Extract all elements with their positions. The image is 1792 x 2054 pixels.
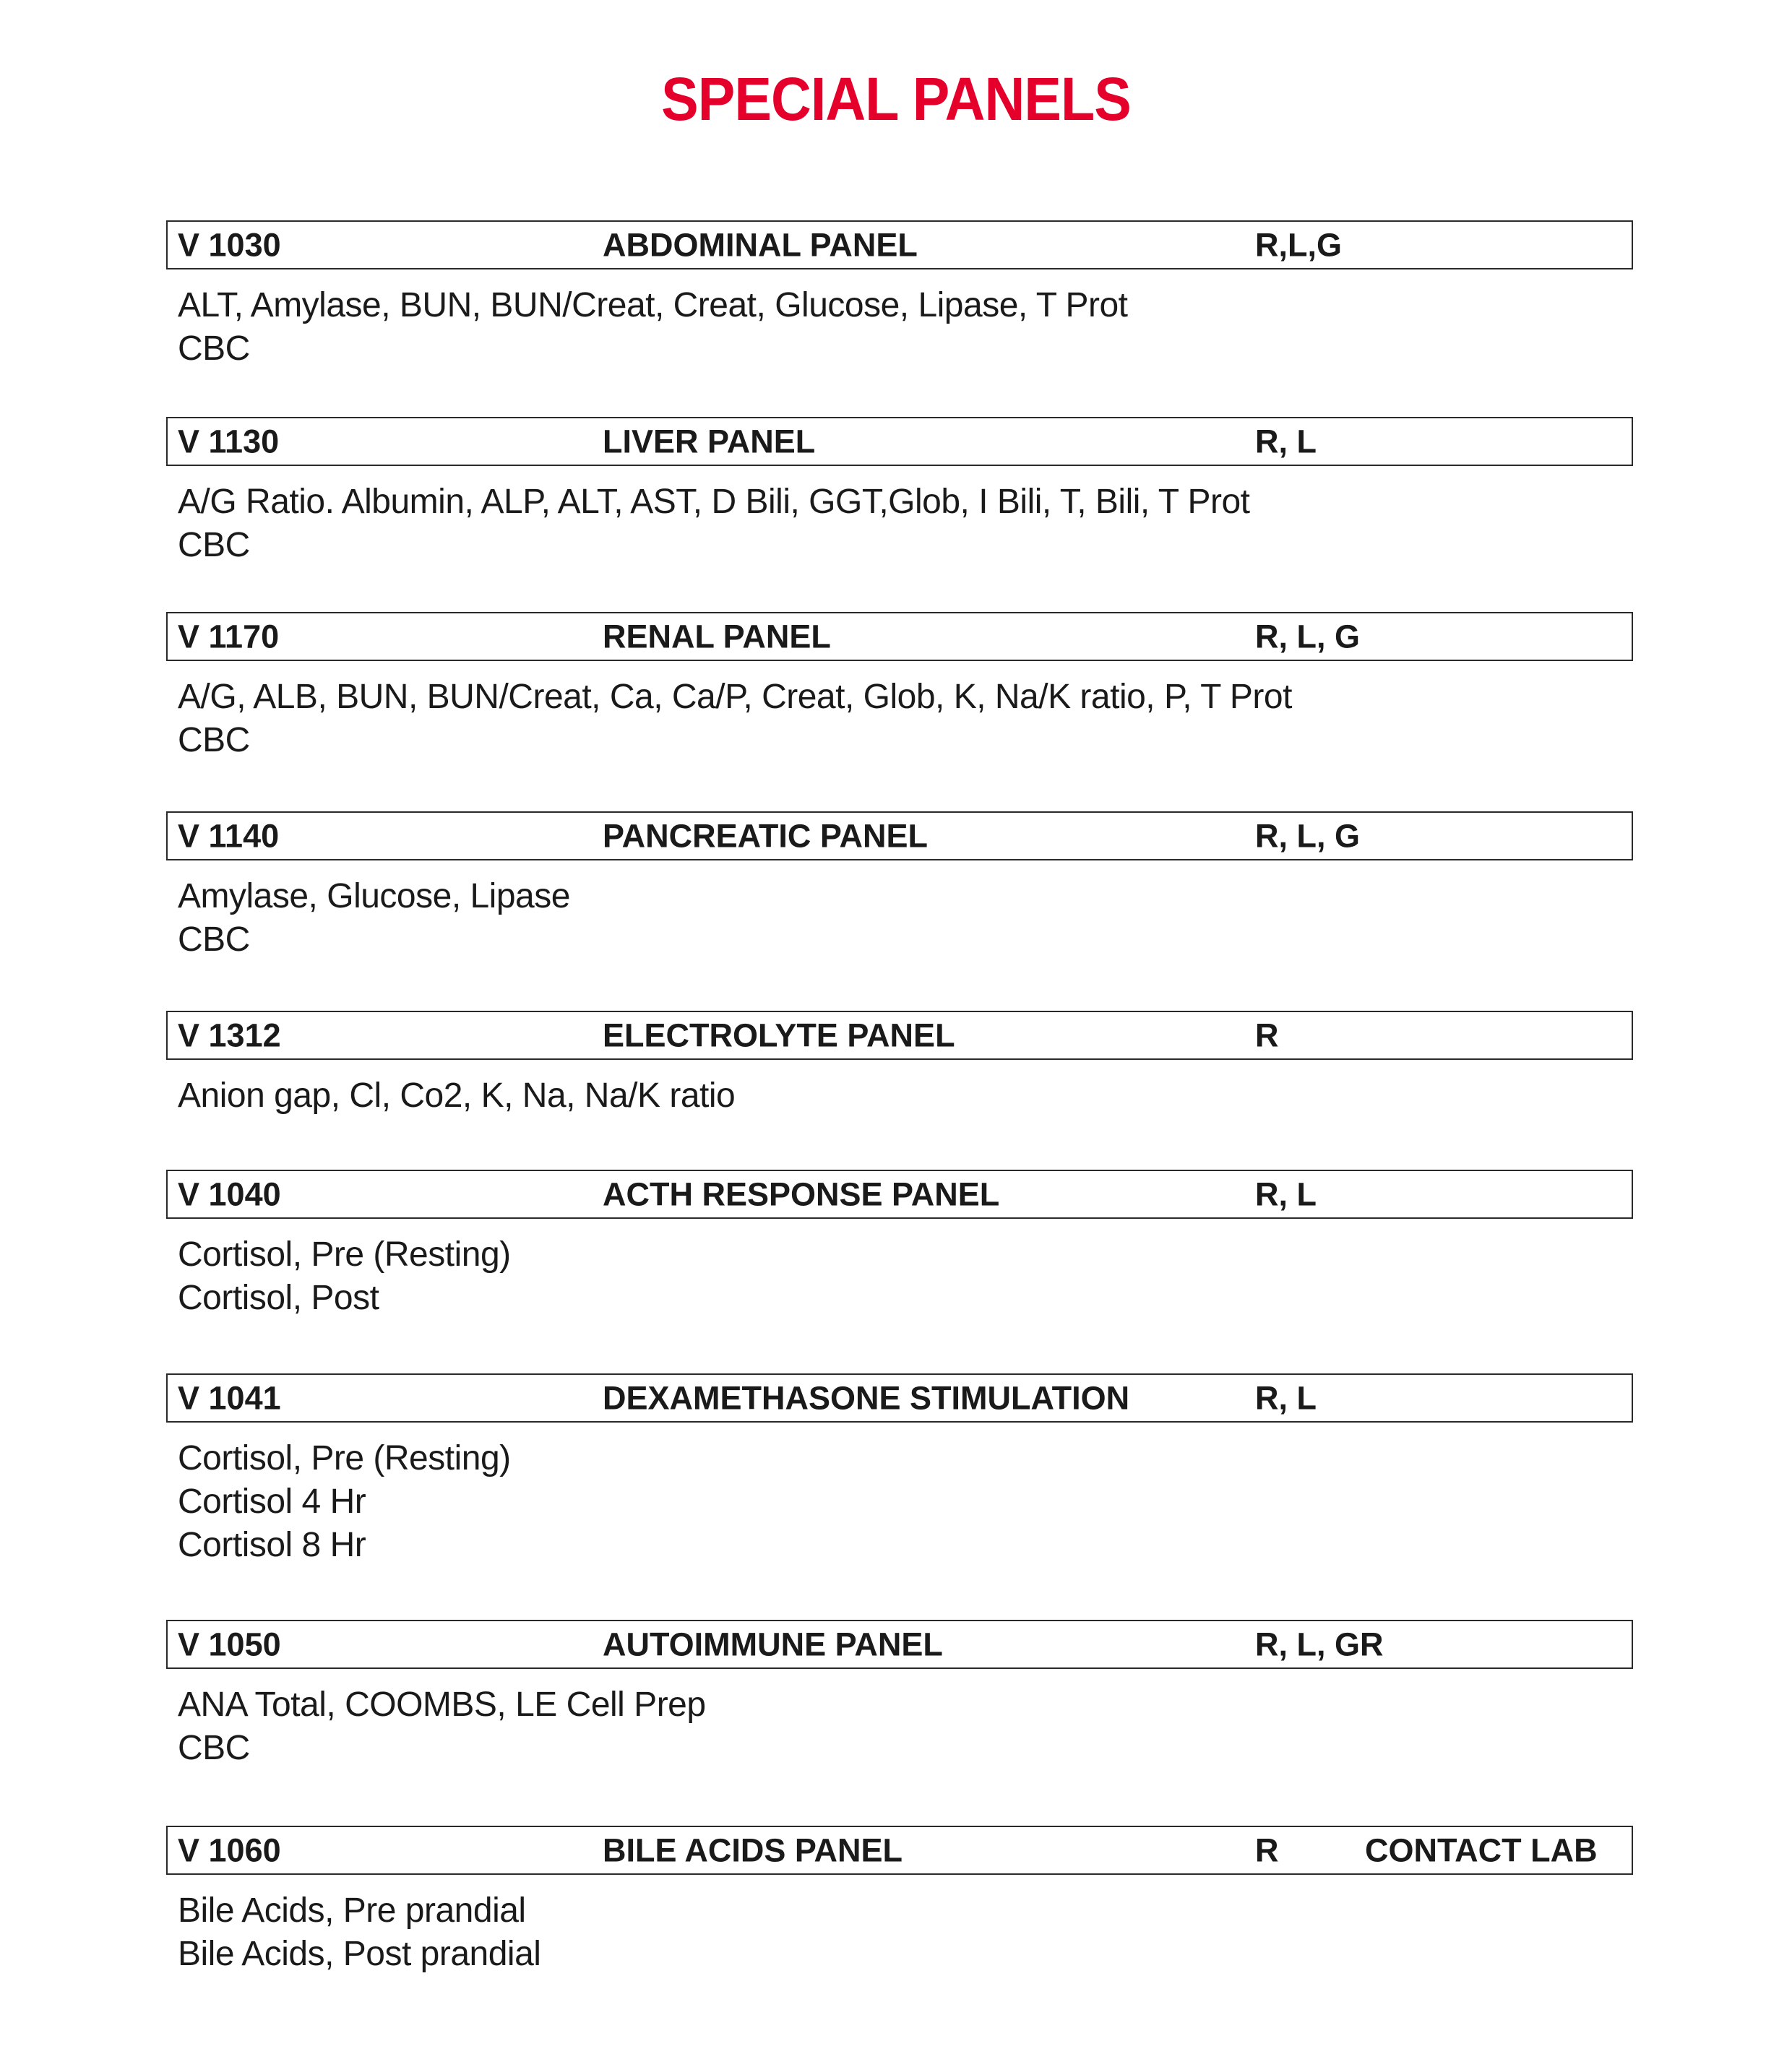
panel-specimen: R, L (1255, 423, 1317, 460)
test-line: Bile Acids, Pre prandial (178, 1891, 526, 1930)
test-line: CBC (178, 329, 250, 368)
panel-specimen: R,L,G (1255, 226, 1342, 264)
panel-header (166, 1620, 1633, 1669)
test-line: CBC (178, 526, 250, 564)
panel-code: V 1060 (178, 1831, 281, 1869)
panel-v1050 (166, 1620, 1633, 1770)
test-line: Bile Acids, Post prandial (178, 1935, 541, 1973)
panel-tests (166, 1683, 1633, 1770)
panel-v1041 (166, 1373, 1633, 1567)
panel-tests (166, 1074, 1633, 1118)
panel-header (166, 220, 1633, 269)
panel-v1060 (166, 1826, 1633, 1976)
test-line: CBC (178, 1729, 250, 1767)
panel-name: ACTH RESPONSE PANEL (603, 1175, 1000, 1213)
test-line: ANA Total, COOMBS, LE Cell Prep (178, 1686, 706, 1724)
test-line: Cortisol 4 Hr (178, 1483, 366, 1521)
panel-name: RENAL PANEL (603, 618, 831, 655)
panel-specimen: R, L, GR (1255, 1626, 1384, 1663)
panel-code: V 1040 (178, 1175, 281, 1213)
page-title: SPECIAL PANELS (661, 65, 1131, 133)
panel-v1040 (166, 1170, 1633, 1320)
panel-specimen: R, L, G (1255, 817, 1360, 855)
test-line: CBC (178, 721, 250, 759)
panel-code: V 1312 (178, 1017, 281, 1054)
panel-tests (166, 1889, 1633, 1976)
panel-name: AUTOIMMUNE PANEL (603, 1626, 943, 1663)
panel-specimen: R (1255, 1831, 1279, 1869)
panel-name: PANCREATIC PANEL (603, 817, 928, 855)
panel-tests (166, 480, 1633, 567)
panel-v1170 (166, 612, 1633, 762)
panel-code: V 1140 (178, 817, 280, 855)
panel-specimen: R, L (1255, 1379, 1317, 1417)
panel-specimen: R, L, G (1255, 618, 1360, 655)
panel-name: DEXAMETHASONE STIMULATION (603, 1379, 1130, 1417)
test-line: Anion gap, Cl, Co2, K, Na, Na/K ratio (178, 1076, 736, 1115)
panel-header (166, 811, 1633, 860)
panel-code: V 1170 (178, 618, 280, 655)
panel-code: V 1050 (178, 1626, 281, 1663)
test-line: Cortisol, Post (178, 1279, 379, 1317)
test-line: ALT, Amylase, BUN, BUN/Creat, Creat, Glucose, Lipase, T Prot (178, 286, 1128, 324)
panel-tests (166, 1233, 1633, 1320)
test-line: Cortisol, Pre (Resting) (178, 1235, 511, 1274)
panel-header (166, 1373, 1633, 1423)
test-line: A/G, ALB, BUN, BUN/Creat, Ca, Ca/P, Creat, Glob, K, Na/K ratio, P, T Prot (178, 678, 1292, 716)
test-line: Cortisol, Pre (Resting) (178, 1439, 511, 1477)
panel-header (166, 417, 1633, 466)
panel-v1312 (166, 1011, 1633, 1118)
panel-name: BILE ACIDS PANEL (603, 1831, 903, 1869)
panel-header (166, 612, 1633, 661)
panel-name: ELECTROLYTE PANEL (603, 1017, 955, 1054)
panel-code: V 1041 (178, 1379, 281, 1417)
panel-specimen: R (1255, 1017, 1279, 1054)
panel-tests (166, 1437, 1633, 1567)
panel-v1030 (166, 220, 1633, 371)
test-line: Amylase, Glucose, Lipase (178, 877, 570, 915)
panel-v1130 (166, 417, 1633, 567)
panel-tests (166, 284, 1633, 371)
panel-specimen: R, L (1255, 1175, 1317, 1213)
panel-tests (166, 875, 1633, 962)
test-line: A/G Ratio. Albumin, ALP, ALT, AST, D Bili, GGT,Glob, I Bili, T, Bili, T Prot (178, 483, 1250, 521)
panel-name: LIVER PANEL (603, 423, 816, 460)
panel-code: V 1130 (178, 423, 280, 460)
panel-header (166, 1826, 1633, 1875)
panel-v1140 (166, 811, 1633, 962)
panel-name: ABDOMINAL PANEL (603, 226, 918, 264)
test-line: CBC (178, 920, 250, 959)
test-line: Cortisol 8 Hr (178, 1526, 366, 1564)
panel-tests (166, 676, 1633, 762)
panel-code: V 1030 (178, 226, 281, 264)
panel-header (166, 1170, 1633, 1219)
panel-header (166, 1011, 1633, 1060)
panel-note: CONTACT LAB (1365, 1831, 1598, 1869)
